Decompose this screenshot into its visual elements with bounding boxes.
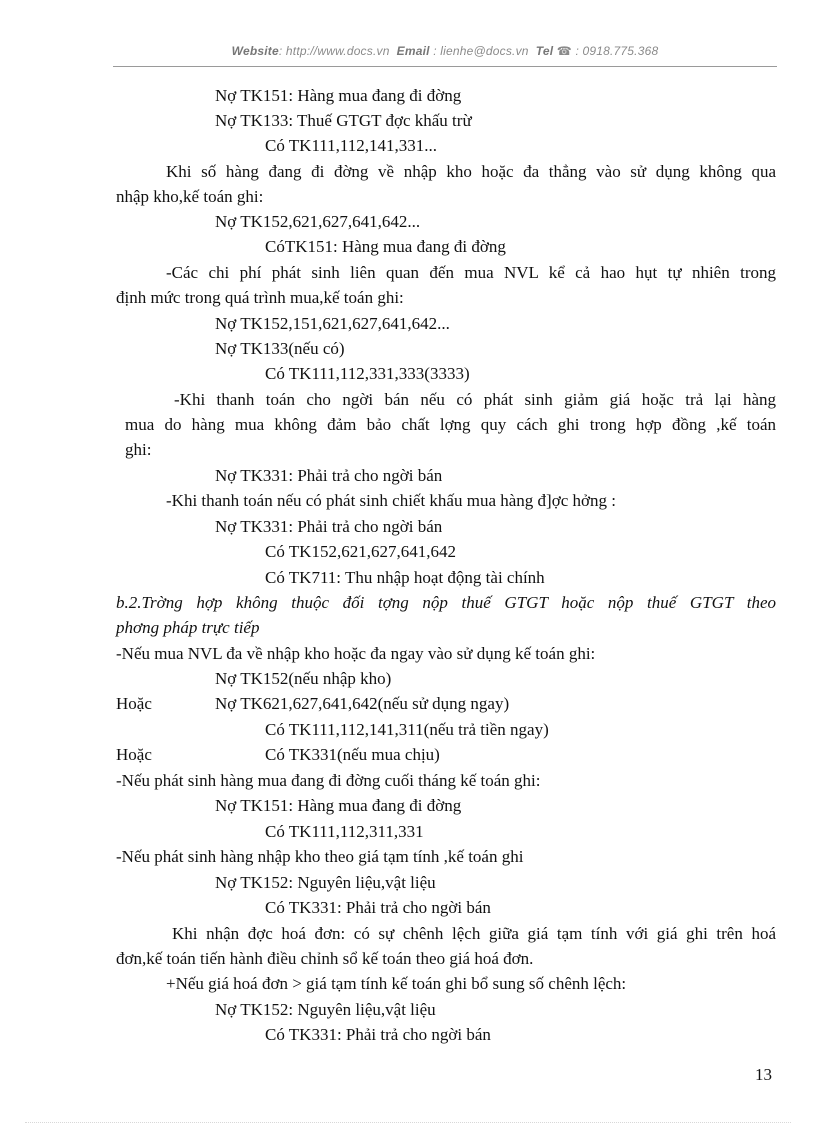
text-line: Nợ TK151: Hàng mua đang đi đờng — [215, 796, 462, 815]
website-value: : http://www.docs.vn — [278, 44, 390, 58]
section-heading: phơng pháp trực tiếp — [116, 618, 260, 637]
text-line: Có TK331(nếu mua chịu) — [265, 745, 440, 764]
text-line: -Nếu phát sinh hàng mua đang đi đờng cuối tháng kế toán ghi: — [116, 771, 541, 790]
text-line: ghi: — [125, 440, 152, 459]
text-line: Nợ TK133(nếu có) — [215, 339, 345, 358]
website-label: Website — [231, 44, 279, 58]
text-line: Có TK711: Thu nhập hoạt động tài chính — [265, 568, 545, 587]
text-line: Có TK111,112,331,333(3333) — [265, 364, 470, 383]
text-line: Nợ TK152(nếu nhập kho) — [215, 669, 392, 688]
email-label: Email — [396, 44, 430, 58]
page-number: 13 — [755, 1065, 772, 1084]
text-line: Có TK111,112,141,331... — [265, 136, 438, 155]
text-line: -Nếu mua NVL đa về nhập kho hoặc đa ngay vào sử dụng kế toán ghi: — [116, 644, 596, 663]
text-line: -Nếu phát sinh hàng nhập kho theo giá tạm tính ,kế toán ghi — [116, 847, 524, 866]
text-line: Hoặc — [116, 745, 152, 764]
tel-label: Tel — [535, 44, 554, 58]
email-value: : lienhe@docs.vn — [433, 44, 529, 58]
text-line: Nợ TK152: Nguyên liệu,vật liệu — [215, 873, 436, 892]
text-line: Có TK111,112,141,311(nếu trả tiền ngay) — [265, 720, 549, 739]
text-line: -Khi thanh toán nếu có phát sinh chiết khấu mua hàng đ]ợc hởng : — [166, 491, 616, 510]
text-line: Nợ TK133: Thuế GTGT đợc khấu trừ — [215, 111, 472, 130]
text-line: Nợ TK331: Phải trả cho ngời bán — [215, 517, 443, 536]
text-line: Nợ TK331: Phải trả cho ngời bán — [215, 466, 443, 485]
text-line: CóTK151: Hàng mua đang đi đờng — [265, 237, 506, 256]
tel-value: ☎ : 0918.775.368 — [556, 44, 659, 58]
text-line: +Nếu giá hoá đơn > giá tạm tính kế toán ghi bổ sung số chênh lệch: — [166, 974, 627, 993]
text-line: Nợ TK152,151,621,627,641,642... — [215, 314, 450, 333]
text-line: Khi nhận đợc hoá đơn: có sự chênh lệch giữa giá tạm tính với giá ghi trên hoá — [172, 924, 776, 943]
text-line: Có TK152,621,627,641,642 — [265, 542, 456, 561]
text-line: Nợ TK152,621,627,641,642... — [215, 212, 421, 231]
text-line: đơn,kế toán tiến hành điều chỉnh sổ kế toán theo giá hoá đơn. — [116, 949, 534, 968]
text-line: định mức trong quá trình mua,kế toán ghi: — [116, 288, 404, 307]
text-line: Nợ TK621,627,641,642(nếu sử dụng ngay) — [215, 694, 510, 713]
text-line: Hoặc — [116, 694, 152, 713]
text-line: mua do hàng mua không đảm bảo chất lợng quy cách ghi trong hợp đồng ,kế toán — [125, 415, 776, 434]
page-header — [113, 44, 777, 67]
text-line: Có TK111,112,311,331 — [265, 822, 424, 841]
text-line: Khi số hàng đang đi đờng về nhập kho hoặc đa thẳng vào sử dụng không qua — [166, 162, 776, 181]
text-line: Có TK331: Phải trả cho ngời bán — [265, 898, 491, 917]
text-line: -Các chi phí phát sinh liên quan đến mua NVL kể cả hao hụt tự nhiên trong — [166, 263, 776, 282]
text-line: Có TK331: Phải trả cho ngời bán — [265, 1025, 491, 1044]
text-line: Nợ TK151: Hàng mua đang đi đờng — [215, 86, 462, 105]
text-line: nhập kho,kế toán ghi: — [116, 187, 264, 206]
section-heading: b.2.Trờng hợp không thuộc đối tợng nộp thuế GTGT hoặc nộp thuế GTGT theo — [116, 593, 776, 612]
text-line: Nợ TK152: Nguyên liệu,vật liệu — [215, 1000, 436, 1019]
text-line: -Khi thanh toán cho ngời bán nếu có phát sinh giảm giá hoặc trả lại hàng — [174, 390, 776, 409]
